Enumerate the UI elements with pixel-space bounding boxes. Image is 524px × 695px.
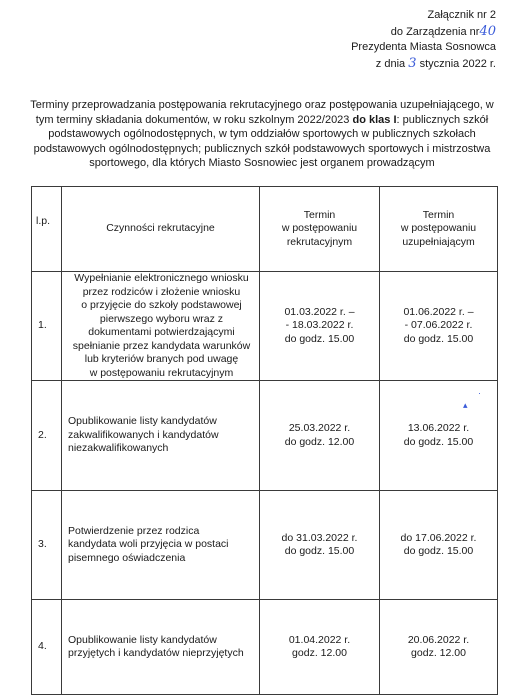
table-row (32, 491, 498, 600)
row-recruitment-term (260, 272, 380, 381)
row-number: 2. (32, 381, 62, 491)
action-line: pierwszego wyboru wraz z (99, 312, 224, 325)
row-number: 3. (32, 491, 62, 600)
action-line: Opublikowanie listy kandydatów (68, 633, 217, 646)
header-line: Termin (422, 208, 455, 221)
action-line: kandydata woli przyjęcia w postaci (68, 538, 229, 551)
term-line: 25.03.2022 r. (288, 422, 351, 434)
term-line: do godz. 15.00 (403, 332, 474, 345)
term-line: 13.06.2022 r. (407, 422, 470, 434)
term-line: 20.06.2022 r. (407, 633, 470, 646)
header-line: w postępowaniu (281, 222, 358, 235)
row-recruitment-term (260, 491, 380, 600)
recruitment-schedule-table (31, 186, 498, 695)
term-line: do 31.03.2022 r. (281, 531, 358, 544)
term-line: do godz. 15.00 (403, 545, 474, 557)
action-line: pisemnego oświadczenia (68, 551, 186, 564)
row-supplementary-term (380, 272, 498, 381)
stray-mark: · (478, 388, 481, 398)
date-line (351, 56, 496, 73)
action-line: spełnianie przez kandydata warunków (72, 339, 251, 352)
row-supplementary-term (380, 600, 498, 695)
row-action (62, 381, 260, 491)
term-line: - 07.06.2022 r. (404, 319, 473, 332)
attachment-header (351, 8, 496, 72)
intro-bold-grade: do klas I (352, 113, 397, 126)
date-day-handwritten: 3 (408, 55, 417, 71)
intro-text-end: : publicznych szkół podstawowych ogólnodostępnych, w tym oddziałów sportowych w publicznych szkołach podstawowych ogólnodostępnych; publicznych szkół podstawowych sportowych i mistrzostwa sportowego, dla których Miasto Sosnowiec jest organem prowadzącym (33, 113, 491, 169)
date-suffix: stycznia 2022 r. (419, 57, 496, 70)
row-number: 1. (32, 272, 62, 381)
term-line: 01.04.2022 r. (288, 633, 351, 646)
row-action (62, 272, 260, 381)
row-recruitment-term (260, 600, 380, 695)
header-line: w postępowaniu (400, 222, 477, 235)
action-line: lub kryteriów branych pod uwagę (84, 353, 239, 365)
action-line: przyjętych i kandydatów nieprzyjętych (68, 647, 244, 659)
term-line: do godz. 15.00 (284, 332, 355, 345)
action-line: dokumentami potwierdzającymi (88, 326, 235, 338)
header-line: uzupełniającym (402, 235, 475, 248)
row-number: 4. (32, 600, 62, 695)
action-line: Potwierdzenie przez rodzica (68, 524, 200, 537)
term-line: do godz. 15.00 (284, 545, 355, 557)
header-term-supplementary (380, 187, 498, 272)
term-line: do godz. 15.00 (403, 435, 474, 448)
stray-mark: ▴ (463, 400, 468, 410)
action-line: niezakwalifikowanych (68, 442, 169, 455)
intro-text-start: Terminy przeprowadzania postępowania rekrutacyjnego oraz postępowania uzupełniającego, w tym terminy składania dokumentów, w roku szkolnym 2022/2023 (30, 99, 494, 126)
action-line: Opublikowanie listy kandydatów (68, 415, 217, 428)
header-term-recruitment (260, 187, 380, 272)
table-row (32, 381, 498, 491)
term-line: godz. 12.00 (411, 647, 466, 659)
action-line: w postępowaniu rekrutacyjnym (89, 366, 234, 379)
term-line: do godz. 12.00 (284, 435, 355, 448)
table-row (32, 600, 498, 695)
header-line: rekrutacyjnym (286, 235, 353, 248)
ordinance-line (351, 24, 496, 41)
action-line: o przyjęcie do szkoły podstawowej (81, 299, 242, 311)
row-supplementary-term (380, 491, 498, 600)
issuer-line: Prezydenta Miasta Sosnowca (351, 41, 496, 53)
row-action (62, 600, 260, 695)
document-intro (28, 98, 496, 171)
row-recruitment-term (260, 381, 380, 491)
ordinance-number-handwritten: 40 (479, 23, 496, 39)
table-row (32, 272, 498, 381)
row-action (62, 491, 260, 600)
row-supplementary-term (380, 381, 498, 491)
table-header-row (32, 187, 498, 272)
header-line: Termin (303, 208, 336, 221)
action-line: Wypełnianie elektronicznego wniosku (74, 272, 249, 284)
ordinance-prefix: do Zarządzenia nr (390, 25, 480, 38)
term-line: godz. 12.00 (292, 647, 347, 659)
term-line: 01.03.2022 r. – (284, 305, 355, 318)
action-line: zakwalifikowanych i kandydatów (68, 428, 219, 441)
term-line: - 18.03.2022 r. (285, 319, 354, 332)
term-line: 01.06.2022 r. – (403, 305, 474, 318)
action-line: przez rodziców i złożenie wniosku (82, 285, 241, 298)
header-action: Czynności rekrutacyjne (62, 187, 260, 272)
date-prefix: z dnia (375, 57, 406, 70)
header-lp: l.p. (32, 187, 62, 272)
term-line: do 17.06.2022 r. (400, 531, 477, 544)
attachment-number: Załącznik nr 2 (427, 9, 496, 21)
